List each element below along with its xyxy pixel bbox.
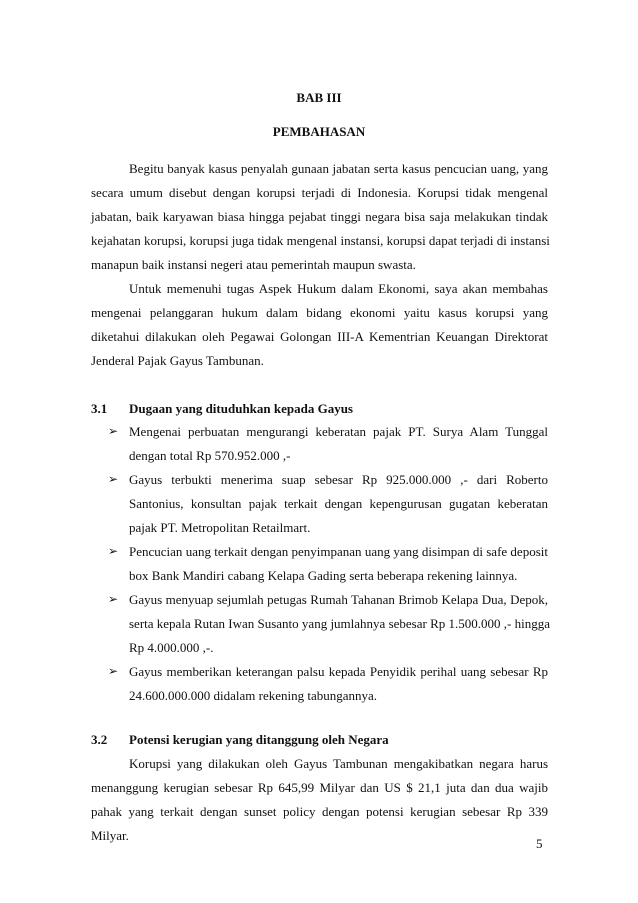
paragraph-line: secara umum disebut dengan korupsi terjadi di Indonesia. Korupsi tidak mengenal bbox=[91, 185, 548, 200]
list-item-line: Gayus memberikan keterangan palsu kepada Penyidik perihal uang sebesar Rp bbox=[129, 664, 548, 679]
list-item-line: Rp 4.000.000 ,-. bbox=[129, 640, 214, 655]
paragraph-line: diketahui dilakukan oleh Pegawai Golongan III-A Kementrian Keuangan Direktorat bbox=[91, 329, 548, 344]
section-title: Dugaan yang dituduhkan kepada Gayus bbox=[129, 401, 353, 416]
bullet-arrow-icon: ➢ bbox=[108, 544, 119, 558]
paragraph-line: kejahatan korupsi, korupsi juga tidak mengenal instansi, korupsi dapat terjadi di instansi bbox=[91, 233, 550, 248]
paragraph-line: pahak yang terkait dengan sunset policy dengan potensi kerugian sebesar Rp 339 bbox=[91, 804, 548, 819]
list-item-line: Pencucian uang terkait dengan penyimpanan uang yang disimpan di safe deposit bbox=[129, 544, 548, 559]
section-number: 3.2 bbox=[91, 732, 108, 747]
list-item-line: serta kepala Rutan Iwan Susanto yang jumlahnya sebesar Rp 1.500.000 ,- hingga bbox=[129, 616, 550, 631]
paragraph-line: Milyar. bbox=[91, 828, 129, 843]
chapter-heading: BAB III bbox=[296, 90, 342, 105]
bullet-arrow-icon: ➢ bbox=[108, 472, 119, 486]
list-item-line: 24.600.000.000 didalam rekening tabungannya. bbox=[129, 688, 378, 703]
bullet-arrow-icon: ➢ bbox=[108, 664, 119, 678]
list-item-line: box Bank Mandiri cabang Kelapa Gading serta beberapa rekening lainnya. bbox=[129, 568, 518, 583]
chapter-title: PEMBAHASAN bbox=[272, 124, 366, 139]
paragraph-line: Jenderal Pajak Gayus Tambunan. bbox=[91, 353, 264, 368]
bullet-arrow-icon: ➢ bbox=[108, 592, 119, 606]
list-item-line: Santonius, konsultan pajak terkait dengan kepengurusan gugatan keberatan bbox=[129, 496, 548, 511]
section-title: Potensi kerugian yang ditanggung oleh Negara bbox=[129, 732, 389, 747]
list-item-line: Mengenai perbuatan mengurangi keberatan pajak PT. Surya Alam Tunggal bbox=[129, 424, 548, 439]
page-number: 5 bbox=[536, 836, 543, 851]
paragraph-line: manapun baik instansi negeri atau pemerintah maupun swasta. bbox=[91, 257, 416, 272]
paragraph-line: menanggung kerugian sebesar Rp 645,99 Milyar dan US $ 21,1 juta dan dua wajib bbox=[91, 780, 548, 795]
list-item-line: Gayus terbukti menerima suap sebesar Rp 925.000.000 ,- dari Roberto bbox=[129, 472, 548, 487]
paragraph-line: mengenai pelanggaran hukum dalam bidang ekonomi yaitu kasus korupsi yang bbox=[91, 305, 548, 320]
list-item-line: pajak PT. Metropolitan Retailmart. bbox=[129, 520, 311, 535]
paragraph-line: jabatan, baik karyawan biasa hingga pejabat tinggi negara bisa saja melakukan tindak bbox=[91, 209, 548, 224]
paragraph-line: Korupsi yang dilakukan oleh Gayus Tambunan mengakibatkan negara harus bbox=[129, 756, 548, 771]
bullet-arrow-icon: ➢ bbox=[108, 424, 119, 438]
section-number: 3.1 bbox=[91, 401, 108, 416]
list-item-line: dengan total Rp 570.952.000 ,- bbox=[129, 448, 291, 463]
paragraph-line: Begitu banyak kasus penyalah gunaan jabatan serta kasus pencucian uang, yang bbox=[129, 161, 548, 176]
list-item-line: Gayus menyuap sejumlah petugas Rumah Tahanan Brimob Kelapa Dua, Depok, bbox=[129, 592, 548, 607]
paragraph-line: Untuk memenuhi tugas Aspek Hukum dalam Ekonomi, saya akan membahas bbox=[129, 281, 548, 296]
